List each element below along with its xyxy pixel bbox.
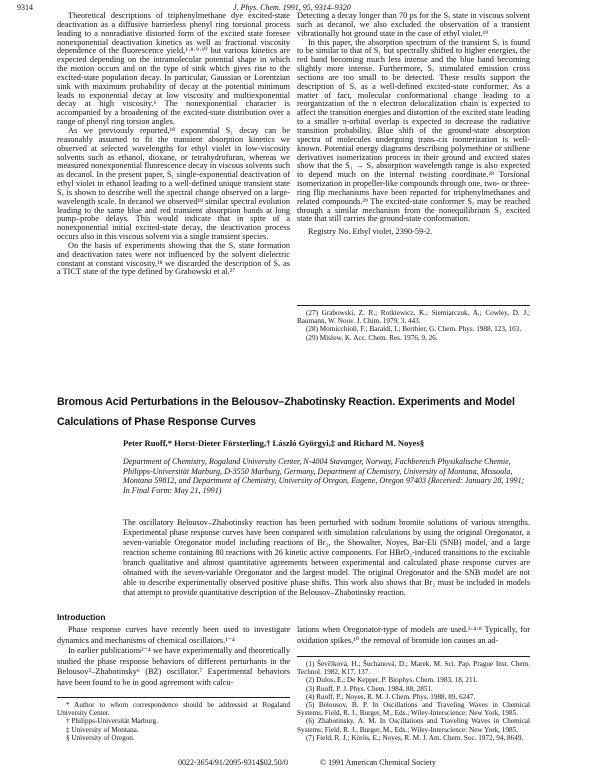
paragraph: As we previously reported,¹⁸ exponential S₁ decay can be reasonably assumed to fit the transient absorption kinetics we observed at selected wavelengths for ethyl violet in low-viscosity solvents such as ethanol, dioxane, or tetrahydrofuran, whereas we measured nonexponential fluorescence decay in viscous solvents such as decanol. In the present paper, S₁ single-exponential deactivation of ethyl violet in ethanol leading to a well-defined unique transient state Sₓ is shown to describe well the spectral change observed on a large-wavelength scale. In decanol we observed¹⁸ similar spectral evolution leading to the same blue and red transient absorption bands at long pump–probe delays. This would indicate that in spite of a nonexponential initial excited-state decay, the deactivation process occurs also in this viscous solvent via a single transient species. [57,125,290,242]
footnote: † Philipps-Universität Marburg. [66,717,158,726]
reference: (3) Ruoff, P. J. Phys. Chem. 1984, 88, 2851. [306,684,433,693]
paragraph: Theoretical descriptions of triphenylmethane dye excited-state deactivation as a diffusive barrierless phenyl ring torsional process leading to a nonradiative distorted form of the excited state foresee nonexponential deactivation kinetics as well as fractional viscosity dependence of the fluorescence yield,¹·⁸·⁹·¹⁰ but various kinetics are expected depending on the intramolecular potential shape in which the motion occurs and on the type of sink which gives rise to the excited-state population decay. In particular, Gaussian or Lorentzian sink with maximum probability of decay at the potential minimum leads to exponential decay at low viscosity and multiexponential decay at high viscosity.⁶ The nonexponential character is accompanied by a broadening of the excited-state distribution over a range of phenyl ring torsion angles. [57,11,290,127]
reference: (7) Field, R. J.; Körös, E.; Noyes, R. M. J. Am. Chem. Soc. 1972, 94, 8649. [306,733,524,742]
paragraph: In this paper, the absorption spectrum of the transient Sₓ is found to be similar to that of S₁ but spectrally shifted to higher energies, the red band becoming much less intense and the blue band becoming slightly more intense. Furthermore, Sₓ stimulated emission cross sections are too small to be detected. These results support the description of Sₓ as a well-defined excited-state conformer. As a matter of fact, molecular conformational change leading to a reorganization of the π electron delocalization chain is expected to affect the transition energies and distortion of the excited state leading to a smaller π-orbital overlap is expected to decrease the radiative transition probability. Blue shift of the ground-state absorption spectra of molecules undergoing trans–cis isomerization is well-known. Potential energy diagrams describing polymethine or stilbene derivatives isomerization process in their ground and excited states show that the S₁ → Sₓ absorption wavelength range is also expected to depend much on the internal twisting coordinate.²⁸ Torsional isomerization in propeller-like compounds through one, two- or three-ring flip mechanisms have been reported for triphenylmethanes and related compounds.²⁹ The excited-state conformer Sₓ may be reached through a similar mechanism from the nonequilibrium S₁ excited state that still carries the ground-state conformation. [297,37,530,224]
paragraph: lations when Oregonator-type of models are used.³·⁴·⁸ Typically, for oxidation spikes,¹⁰ the removal of bromide ion causes an ad- [297,625,530,645]
article-title: Bromous Acid Perturbations in the Belousov–Zhabotinsky Reaction. Experiments and Model Calculations of Phase Response Curves [57,396,515,428]
article-affiliation: Department of Chemistry, Rogaland University Center, N-4004 Stavanger, Norway, Fachbereich Physikalische Chemie, Philipps-Universität Marburg, D-3550 Marburg, Germany, Department of Chemistry, University of Montana, Missoula, Montana 59812, and Department of Chemistry, University of Oregon, Eugene, Oregon 97403 (Received: January 28, 1991; In Final Form: May 21, 1991) [123,457,525,495]
page-number: 9314 [17,3,33,12]
references-divider [297,656,530,657]
intro-right-column [297,625,530,646]
author-footnotes [57,701,290,742]
reference: (29) Mislow, K. Acc. Chem. Res. 1976, 9, 26. [306,333,438,342]
prev-article-references [297,309,530,342]
reference: (5) Belousov, B. P. In Oscillations and Traveling Waves in Chemical Systems; Field, R. J., Burger, M., Eds.; Wiley-Interscience: New York, 1985. [297,701,530,718]
reference: (2) Dulos, E.; De Kepper, P. Biophys. Chem. 1983, 18, 211. [306,676,478,685]
journal-header: J. Phys. Chem. 1991, 95, 9314–9320 [233,3,351,12]
issn-code: 0022-3654/91/2095-9314$02.50/0 [178,758,288,767]
paragraph: Phase response curves have recently been used to investigate dynamics and mechanisms of chemical oscillators.¹⁻⁴ [57,625,290,645]
copyright: © 1991 American Chemical Society [320,758,436,767]
footnote: § University of Oregon. [66,733,135,742]
reference: (1) Ševčíková, H.; Šuchanová, D.; Marek, M. Sci. Pap. Prague Inst. Chem. Technol. 1982, K17, 137. [297,660,530,677]
footnotes-divider [57,697,290,698]
article-references [297,660,530,742]
prev-article-right-column [297,12,530,237]
references-divider [297,305,530,306]
paragraph: On the basis of experiments showing that the Sₓ state formation and deactivation rates were not influenced by the solvent dielectric constant at constant viscosity,¹⁸ we discarded the description of Sₓ as a TICT state of the type defined by Grabowski et al.²⁷ [57,240,290,277]
footnote: * Author to whom correspondence should be addressed at Rogaland University Center. [57,701,290,718]
reference: (27) Grabowski, Z. R.; Rotkiewicz, K.; Siemiarczuk, A.; Cowley, D. J.; Baumann, W. Nouv. J. Chim. 1979, 3, 443. [297,309,530,326]
intro-left-column [57,625,290,689]
reference: (4) Ruoff, P.; Noyes, R. M. J. Chem. Phys. 1988, 89, 6247. [306,692,476,701]
prev-article-left-column [57,12,290,277]
reference: (6) Zhabotinsky, A. M. In Oscillations and Traveling Waves in Chemical Systems; Field, R. J., Burger, M., Eds.; Wiley-Interscience: New York, 1985. [297,717,530,734]
paragraph: In earlier publications²⁻⁴ we have experimentally and theoretically studied the phase response behaviors of different perturbants in the Belousov⁵–Zhabotinsky⁶ (BZ) oscillator.⁷ Experimental behaviors have been found to be in good agreement with calcu- [57,646,290,687]
footnote: ‡ University of Montana. [66,725,139,734]
article-abstract: The oscillatory Belousov–Zhabotinsky reaction has been perturbed with sodium bromite solutions of various strengths. Experimental phase response curves have been compared with simulation calculations by using the original Oregonator, a seven-variable Oregonator model including reactions of Br₂, the Showalter, Noyes, Bar-Eli (SNB) model, and a large reaction scheme containing 80 reactions with 26 kinetic active components. For HBrO₂-induced transitions to the excitable branch qualitative and almost quantitative agreements between experimental and calculated phase response curves are obtained with the seven-variable Oregonator and the largest model. The original Oregonator and the SNB model are not able to describe experimentally observed positive phase shifts. This work also shows that Br₂ must be included in models that attempt to provide quantitative description of the Belousov–Zhabotinsky reaction. [123,518,530,597]
registry-number: Registry No. Ethyl violet, 2390-59-2. [308,227,433,237]
section-heading-introduction: Introduction [57,612,106,622]
article-authors: Peter Ruoff,* Horst-Dieter Försterling,† László Györgyi,‡ and Richard M. Noyes§ [123,438,425,448]
paragraph: Detecting a decay longer than 70 ps for the Sₓ state in viscous solvent such as decanol, we also excluded the observation of a transient vibrationally hot ground state in the case of ethyl violet.¹⁹ [297,11,530,38]
reference: (28) Momicchioli, F.; Baraldi, I.; Berthier, G. Chem. Phys. 1988, 123, 103. [306,325,522,334]
